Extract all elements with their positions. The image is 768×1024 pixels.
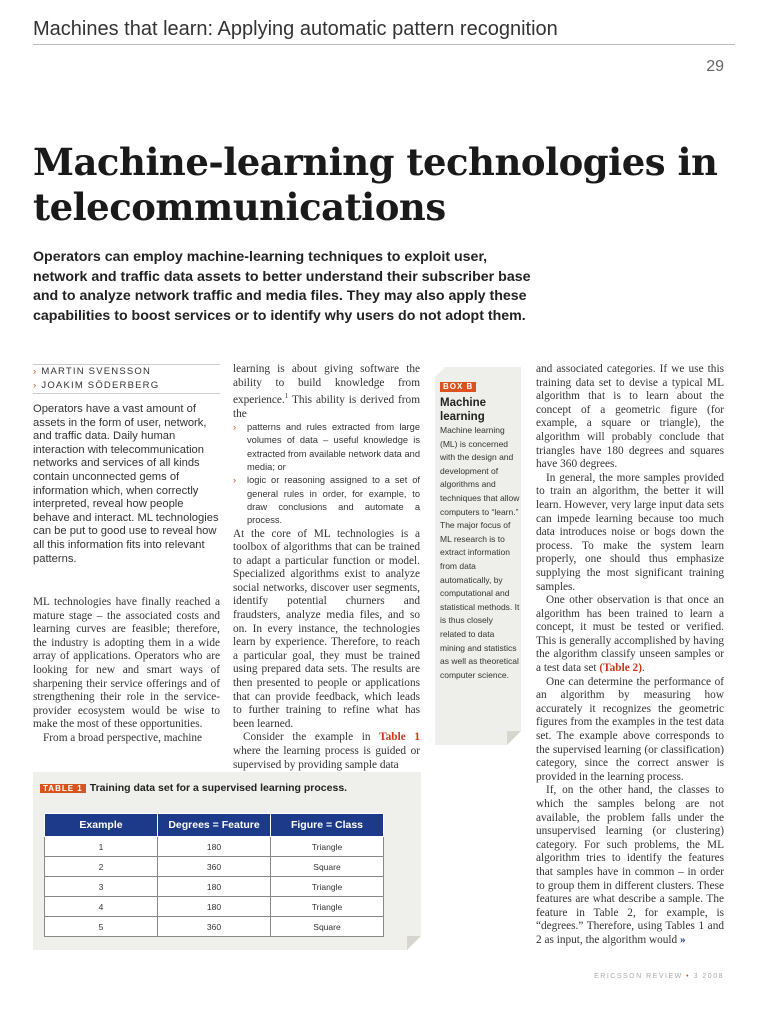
table-cell: Triangle — [271, 897, 384, 917]
page-fold-corner — [435, 367, 445, 377]
box-label: BOX B — [440, 382, 476, 392]
author-entry — [33, 365, 220, 379]
table-row — [45, 837, 384, 857]
arrow-icon: › — [33, 380, 38, 391]
intro-paragraph: Operators have a vast amount of assets in the form of user, network, and traffic data. Daily human interaction with telecommunication networks and services of all kinds contain unconnected gems of information which, when correctly interpreted, reveal how people behave and interact. ML technologies can be put to good use to reveal how all this information fits into relevant patterns. — [33, 403, 219, 565]
table-cell: 180 — [158, 877, 271, 897]
table-cell: 180 — [158, 897, 271, 917]
continue-arrow-icon: » — [680, 933, 686, 946]
body-text: where the learning process is guided or supervised by providing sample data — [233, 745, 420, 771]
table-caption-text: Training data set for a supervised learning process. — [89, 782, 348, 794]
table-row — [45, 897, 384, 917]
footnote-ref: 1 — [284, 392, 289, 401]
bullet-text: patterns and rules extracted from large volumes of data – useful knowledge is extracted from available network data and media; or — [247, 422, 420, 473]
article-lead: Operators can employ machine-learning techniques to exploit user, network and traffic data assets to better understand their subscriber base and to analyze network traffic and media files. They may also apply these capabilities to boost services or to identify why users do not adopt them. — [33, 249, 531, 324]
body-paragraph — [233, 731, 420, 772]
author-name: MARTIN SVENSSON — [41, 366, 152, 377]
arrow-icon: › — [233, 422, 237, 433]
body-paragraph: One can determine the performance of an algorithm by measuring how accurately it recognizes the geometric figures from the examples in the test data set. The example above corresponds to the supervised learning (or classification) category, since the correct answer is provided in the learning process. — [536, 675, 724, 783]
arrow-icon: › — [233, 475, 237, 486]
table-cell: 1 — [45, 837, 158, 857]
table-cell: Triangle — [271, 837, 384, 857]
column-1 — [33, 596, 220, 746]
bullet-item — [233, 474, 420, 527]
box-title: Machine learning — [440, 397, 487, 423]
page-fold-flap — [507, 731, 521, 745]
body-text: If, on the other hand, the classes to which the samples belong are not available, the problem falls under the unsupervised learning (or clustering) category. For such problems, the ML algorithm tries to identify the features that samples have in common – in order to group them in different clusters. These features are what describe a sample. The feature in Table 2, for example, is “degrees.” Therefore, using Tables 1 and 2 as input, the algorithm would — [536, 784, 724, 946]
table-cell: 180 — [158, 837, 271, 857]
series-title: Machines that learn: Applying automatic pattern recognition — [33, 18, 558, 40]
bullet-item — [233, 421, 420, 474]
column-header: Figure = Class — [271, 814, 384, 837]
page-fold-flap — [407, 936, 421, 950]
table-label: TABLE 1 — [40, 784, 86, 793]
table-cell: Square — [271, 917, 384, 937]
author-rule-bottom — [33, 393, 220, 394]
body-text: One other observation is that once an algorithm has been trained to learn a concept, it must be tested or verified. This is generally accomplished by having the algorithm classify unseen samples or a test data set — [536, 594, 724, 675]
body-text: . — [641, 662, 645, 675]
publication-name: ERICSSON REVIEW — [594, 973, 683, 980]
table-cell: 4 — [45, 897, 158, 917]
column-header: Degrees = Feature — [158, 814, 271, 837]
issue-number: 3 2008 — [693, 973, 724, 980]
body-paragraph: In general, the more samples provided to train an algorithm, the better it will learn. However, very large input data sets can impede learning because too much data introduces noise or bogs down the process. To make the system learn properly, one should thus emphasize supplying the most significant training samples. — [536, 471, 724, 593]
table-caption — [40, 782, 347, 794]
article-title: Machine-learning technologies in telecommunications — [33, 140, 718, 229]
table-reference-link[interactable]: Table 1 — [379, 731, 420, 744]
table-row — [45, 917, 384, 937]
body-paragraph — [536, 784, 724, 947]
bullet-text: logic or reasoning assigned to a set of general rules in order, for example, to draw conclusions and automate a process. — [247, 475, 420, 526]
author-entry — [33, 379, 220, 393]
table-cell: 360 — [158, 857, 271, 877]
table-row — [45, 877, 384, 897]
table-reference-link[interactable]: (Table 2) — [599, 662, 642, 675]
body-text: This ability is derived from the — [233, 393, 420, 420]
body-text: Consider the example in — [243, 731, 380, 744]
body-paragraph: and associated categories. If we use this training data set to devise a typical ML algorithm that is to learn about the concept of a geometric figure (for example, a square or triangle), the algorithm will probably conclude that triangles have 180 degrees and squares have 360 degrees. — [536, 363, 724, 471]
body-paragraph: At the core of ML technologies is a toolbox of algorithms that can be trained to adapt a particular function or model. Specialized algorithms exist to analyze social networks, discover user segments, identify potential churners and fraudsters, analyze media files, and so on. In every instance, the technologies learn by experience. Therefore, to reach a particular goal, they must be trained using prepared data sets. The results are then presented to people or applications that can provide feedback, which leads to further training to refine what has been learned. — [233, 527, 420, 730]
header-divider — [33, 44, 735, 45]
body-text: learning is about giving software the ability to build knowledge from experience. — [233, 363, 420, 406]
table-row — [45, 857, 384, 877]
table-cell: 360 — [158, 917, 271, 937]
table-header-row — [45, 814, 384, 837]
column-header: Example — [45, 814, 158, 837]
training-data-table — [44, 813, 384, 937]
table-cell: 2 — [45, 857, 158, 877]
body-paragraph: From a broad perspective, machine — [43, 731, 203, 744]
arrow-icon: › — [33, 366, 38, 377]
page-number: 29 — [706, 58, 724, 75]
table-cell: Square — [271, 857, 384, 877]
author-name: JOAKIM SÖDERBERG — [41, 380, 160, 391]
body-paragraph — [536, 594, 724, 676]
body-paragraph: ML technologies have finally reached a mature stage – the associated costs and learning curves are feasible; therefore, the industry is adopting them in a wide array of applications. Operators who are looking for new and smart ways of sharpening their service offerings and of strengthening their role in the service-provider ecosystem would be wise to make the most of these opportunities. — [33, 596, 220, 731]
author-list — [33, 364, 220, 394]
footer-separator: • — [686, 973, 691, 980]
column-4 — [536, 363, 724, 948]
table-cell: Triangle — [271, 877, 384, 897]
box-text: Machine learning (ML) is concerned with the design and development of algorithms and techniques that allow computers to “learn.” The major focus of ML research is to extract information from data automatically, by computational and statistical methods. It is thus closely related to data mining and statistics as well as theoretical computer science. — [440, 425, 520, 680]
body-paragraph — [233, 363, 420, 421]
table-cell: 3 — [45, 877, 158, 897]
page-footer — [594, 973, 724, 980]
table-cell: 5 — [45, 917, 158, 937]
column-2 — [233, 363, 420, 772]
